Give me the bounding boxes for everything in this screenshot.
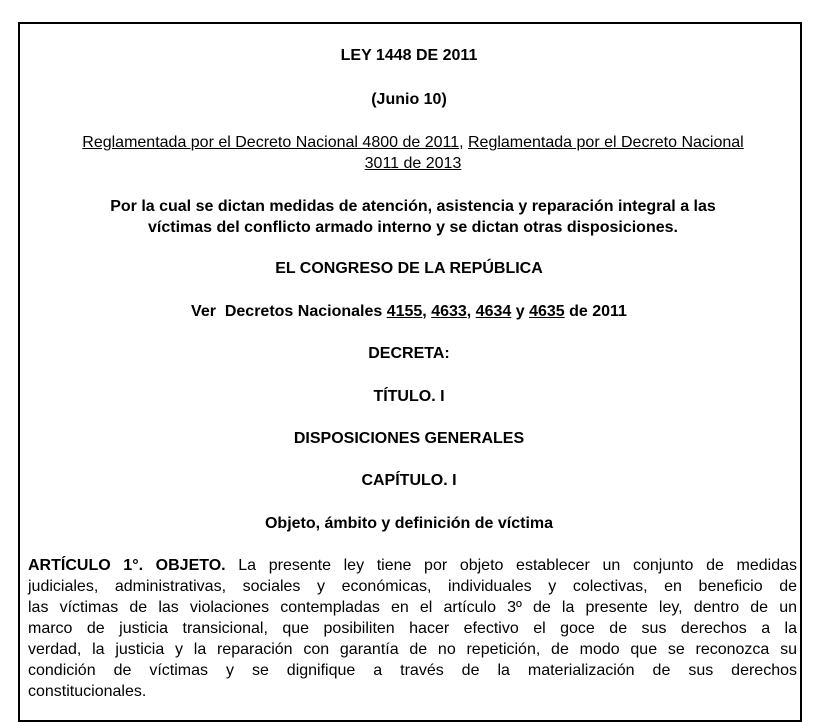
law-purpose-line1: Por la cual se dictan medidas de atención, asistencia y reparación integral a las — [110, 198, 716, 215]
law-date: (Junio 10) — [371, 91, 447, 108]
law-title: LEY 1448 DE 2011 — [340, 47, 478, 64]
law-purpose-line2: víctimas del conflicto armado interno y se dictan otras disposiciones. — [148, 219, 678, 236]
decree-and: y — [511, 303, 530, 320]
article-1-heading: ARTÍCULO 1°. OBJETO. — [28, 557, 226, 574]
capitulo-heading: CAPÍTULO. I — [361, 472, 457, 489]
regulation-link-decree-3011-part2[interactable]: 3011 de 2013 — [364, 155, 462, 172]
article-1-line: constitucionales. — [28, 683, 147, 700]
article-1-line — [28, 555, 797, 576]
capitulo-name: Objeto, ámbito y definición de víctima — [264, 515, 554, 532]
article-1-text: La presente ley tiene por objeto establecer un conjunto de medidas — [225, 557, 798, 574]
decree-link-4155[interactable]: 4155 — [386, 303, 423, 320]
decree-link-4633[interactable]: 4633 — [431, 303, 467, 320]
article-1 — [28, 555, 797, 702]
see-decrees — [0, 302, 818, 322]
congress-heading: EL CONGRESO DE LA REPÚBLICA — [275, 260, 543, 277]
article-1-line: condición de víctimas y se dignifique a través de la materialización de sus derechos — [28, 662, 797, 679]
article-1-line: verdad, la justicia y la reparación con garantía de no repetición, de modo que se reconozca su — [28, 641, 797, 658]
decree-link-4635[interactable]: 4635 — [529, 303, 565, 320]
regulation-link-decree-3011-part1[interactable]: Reglamentada por el Decreto Nacional — [468, 134, 744, 151]
see-decrees-suffix: de 2011 — [564, 303, 627, 320]
article-1-line: las víctimas de las violaciones contempladas en el artículo 3º de la presente ley, dentro de un — [28, 599, 797, 616]
decreta-heading: DECRETA: — [368, 345, 450, 362]
article-1-line: marco de justicia transicional, que posibiliten hacer efectivo el goce de sus derechos a la — [28, 620, 797, 637]
regulation-link-decree-4800[interactable]: Reglamentada por el Decreto Nacional 4800 de 2011 — [82, 134, 460, 151]
titulo-heading: TÍTULO. I — [373, 388, 445, 405]
law-purpose — [28, 196, 798, 238]
article-1-line: judiciales, administrativas, sociales y económicas, individuales y colectivas, en beneficio de — [28, 578, 797, 595]
decree-separator: , — [466, 303, 476, 320]
see-decrees-prefix: Ver Decretos Nacionales — [191, 303, 387, 320]
regulation-note — [28, 132, 798, 174]
regulation-separator: , — [459, 134, 468, 151]
decree-separator: , — [422, 303, 432, 320]
decree-link-4634[interactable]: 4634 — [475, 303, 512, 320]
titulo-name: DISPOSICIONES GENERALES — [293, 430, 525, 447]
